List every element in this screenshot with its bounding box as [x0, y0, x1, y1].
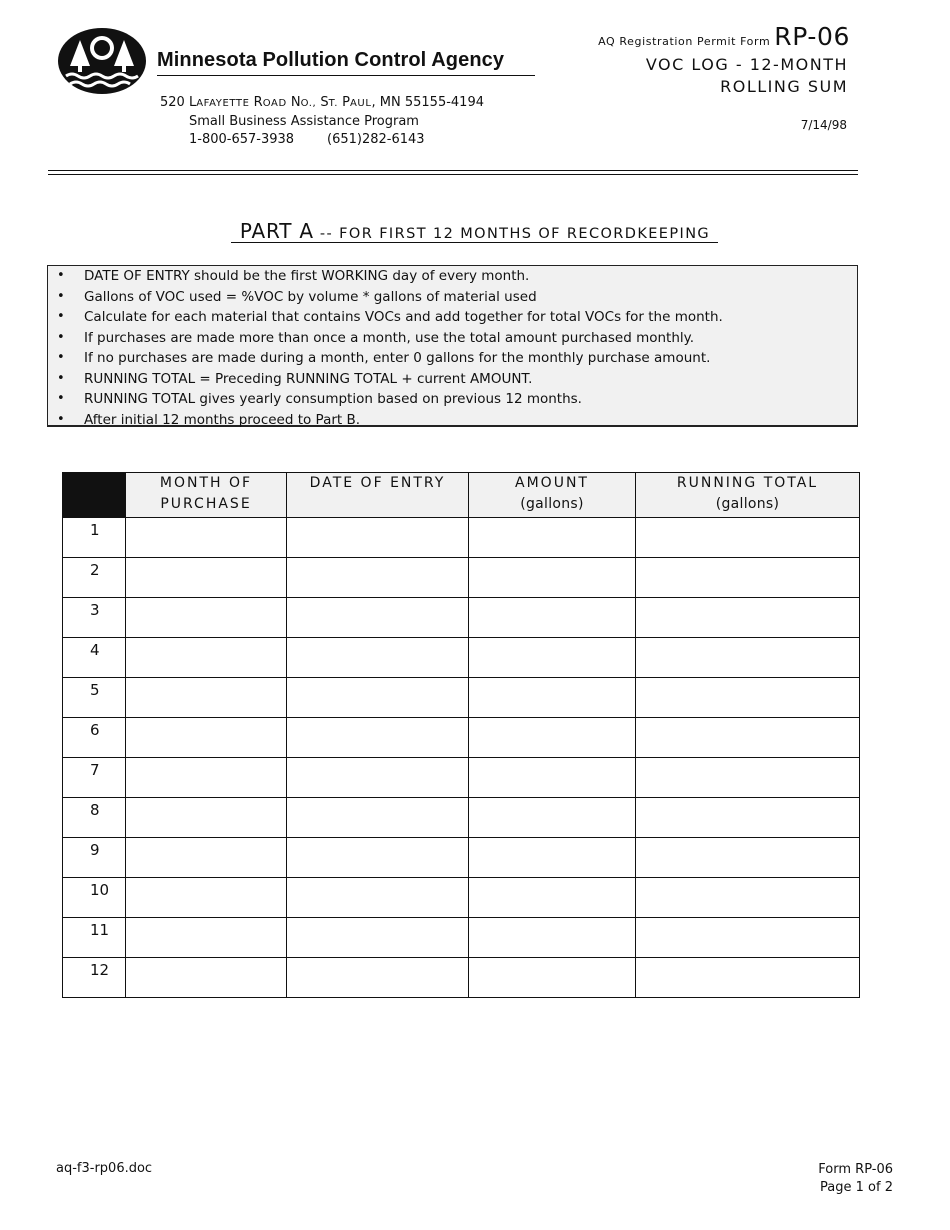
- table-row: [63, 958, 860, 998]
- footer-filename: aq-f3-rp06.doc: [56, 1161, 153, 1176]
- date-cell[interactable]: [287, 518, 469, 558]
- program-name: Small Business Assistance Program: [189, 114, 419, 129]
- instruction-item: • Calculate for each material that contains VOCs and add together for total VOCs for the month.: [48, 307, 857, 328]
- row-number: 1: [63, 518, 126, 558]
- running-total-cell[interactable]: [636, 798, 860, 838]
- running-total-cell[interactable]: [636, 558, 860, 598]
- instruction-item: • After initial 12 months proceed to Part B.: [48, 410, 857, 431]
- date-cell[interactable]: [287, 878, 469, 918]
- date-cell[interactable]: [287, 918, 469, 958]
- agency-address: 520 LAFAYETTE ROAD NO., ST. PAUL, MN 55155-4194: [160, 95, 484, 110]
- amount-cell[interactable]: [469, 678, 636, 718]
- form-identifier: [598, 22, 850, 51]
- date-cell[interactable]: [287, 678, 469, 718]
- form-label: AQ Registration Permit Form: [598, 35, 771, 48]
- month-cell[interactable]: [126, 678, 287, 718]
- table-row: [63, 518, 860, 558]
- date-cell[interactable]: [287, 638, 469, 678]
- instructions-list: [48, 266, 857, 430]
- amount-cell[interactable]: [469, 878, 636, 918]
- part-title-sub: -- FOR FIRST 12 MONTHS OF RECORDKEEPING: [313, 226, 711, 242]
- table-row: [63, 838, 860, 878]
- amount-cell[interactable]: [469, 558, 636, 598]
- month-cell[interactable]: [126, 918, 287, 958]
- row-number: 5: [63, 678, 126, 718]
- part-title-underline: [231, 242, 718, 243]
- row-number: 11: [63, 918, 126, 958]
- date-cell[interactable]: [287, 958, 469, 998]
- form-title-line1: VOC LOG - 12-MONTH: [645, 55, 848, 74]
- date-cell[interactable]: [287, 798, 469, 838]
- table-header-row: [63, 473, 860, 518]
- running-total-cell[interactable]: [636, 838, 860, 878]
- amount-cell[interactable]: [469, 918, 636, 958]
- instructions-box: [47, 265, 858, 427]
- column-header-date: DATE OF ENTRY: [287, 473, 469, 518]
- date-cell[interactable]: [287, 558, 469, 598]
- row-number: 7: [63, 758, 126, 798]
- part-title: [0, 219, 950, 243]
- row-number: 3: [63, 598, 126, 638]
- month-cell[interactable]: [126, 798, 287, 838]
- running-total-cell[interactable]: [636, 598, 860, 638]
- phone-tollfree: 1-800-657-3938: [189, 132, 295, 147]
- table-row: [63, 678, 860, 718]
- running-total-cell[interactable]: [636, 678, 860, 718]
- month-cell[interactable]: [126, 718, 287, 758]
- row-number: 12: [63, 958, 126, 998]
- date-cell[interactable]: [287, 718, 469, 758]
- instruction-item: • RUNNING TOTAL = Preceding RUNNING TOTAL + current AMOUNT.: [48, 369, 857, 390]
- date-cell[interactable]: [287, 838, 469, 878]
- month-cell[interactable]: [126, 598, 287, 638]
- row-number: 6: [63, 718, 126, 758]
- table-row: [63, 718, 860, 758]
- running-total-cell[interactable]: [636, 958, 860, 998]
- month-cell[interactable]: [126, 958, 287, 998]
- instruction-item: • If no purchases are made during a month, enter 0 gallons for the monthly purchase amount.: [48, 348, 857, 369]
- table-row: [63, 598, 860, 638]
- part-title-main: PART A: [239, 219, 314, 243]
- amount-cell[interactable]: [469, 958, 636, 998]
- amount-cell[interactable]: [469, 838, 636, 878]
- table-row: [63, 798, 860, 838]
- form-date: 7/14/98: [800, 118, 847, 132]
- row-number: 9: [63, 838, 126, 878]
- running-total-cell[interactable]: [636, 518, 860, 558]
- running-total-cell[interactable]: [636, 758, 860, 798]
- date-cell[interactable]: [287, 758, 469, 798]
- column-header-running-total: RUNNING TOTAL (gallons): [636, 473, 860, 518]
- voc-log-table: [62, 472, 860, 998]
- row-number: 8: [63, 798, 126, 838]
- table-row: [63, 558, 860, 598]
- table-row: [63, 878, 860, 918]
- amount-cell[interactable]: [469, 718, 636, 758]
- row-number: 4: [63, 638, 126, 678]
- agency-name: Minnesota Pollution Control Agency: [157, 49, 505, 71]
- mpca-logo: [56, 26, 148, 96]
- column-header-amount: AMOUNT (gallons): [469, 473, 636, 518]
- instruction-item: • RUNNING TOTAL gives yearly consumption based on previous 12 months.: [48, 389, 857, 410]
- header-divider: [48, 170, 858, 175]
- month-cell[interactable]: [126, 838, 287, 878]
- amount-cell[interactable]: [469, 638, 636, 678]
- table-row: [63, 638, 860, 678]
- form-code: RP-06: [774, 22, 850, 51]
- header-corner-cell: [63, 473, 126, 518]
- month-cell[interactable]: [126, 638, 287, 678]
- instruction-item: • DATE OF ENTRY should be the first WORKING day of every month.: [48, 266, 857, 287]
- running-total-cell[interactable]: [636, 878, 860, 918]
- form-title-line2: ROLLING SUM: [720, 77, 848, 96]
- phone-local: (651)282-6143: [327, 132, 425, 147]
- date-cell[interactable]: [287, 598, 469, 638]
- agency-underline: [157, 75, 535, 76]
- running-total-cell[interactable]: [636, 718, 860, 758]
- month-cell[interactable]: [126, 878, 287, 918]
- amount-cell[interactable]: [469, 758, 636, 798]
- instruction-item: • If purchases are made more than once a month, use the total amount purchased monthly.: [48, 328, 857, 349]
- column-header-month: MONTH OF PURCHASE: [126, 473, 287, 518]
- table-row: [63, 918, 860, 958]
- running-total-cell[interactable]: [636, 638, 860, 678]
- amount-cell[interactable]: [469, 518, 636, 558]
- amount-cell[interactable]: [469, 798, 636, 838]
- instruction-item: • Gallons of VOC used = %VOC by volume * gallons of material used: [48, 287, 857, 308]
- month-cell[interactable]: [126, 758, 287, 798]
- row-number: 2: [63, 558, 126, 598]
- running-total-cell[interactable]: [636, 918, 860, 958]
- month-cell[interactable]: [126, 558, 287, 598]
- table-row: [63, 758, 860, 798]
- amount-cell[interactable]: [469, 598, 636, 638]
- row-number: 10: [63, 878, 126, 918]
- footer-form-ref: Form RP-06 Page 1 of 2: [818, 1162, 893, 1195]
- month-cell[interactable]: [126, 518, 287, 558]
